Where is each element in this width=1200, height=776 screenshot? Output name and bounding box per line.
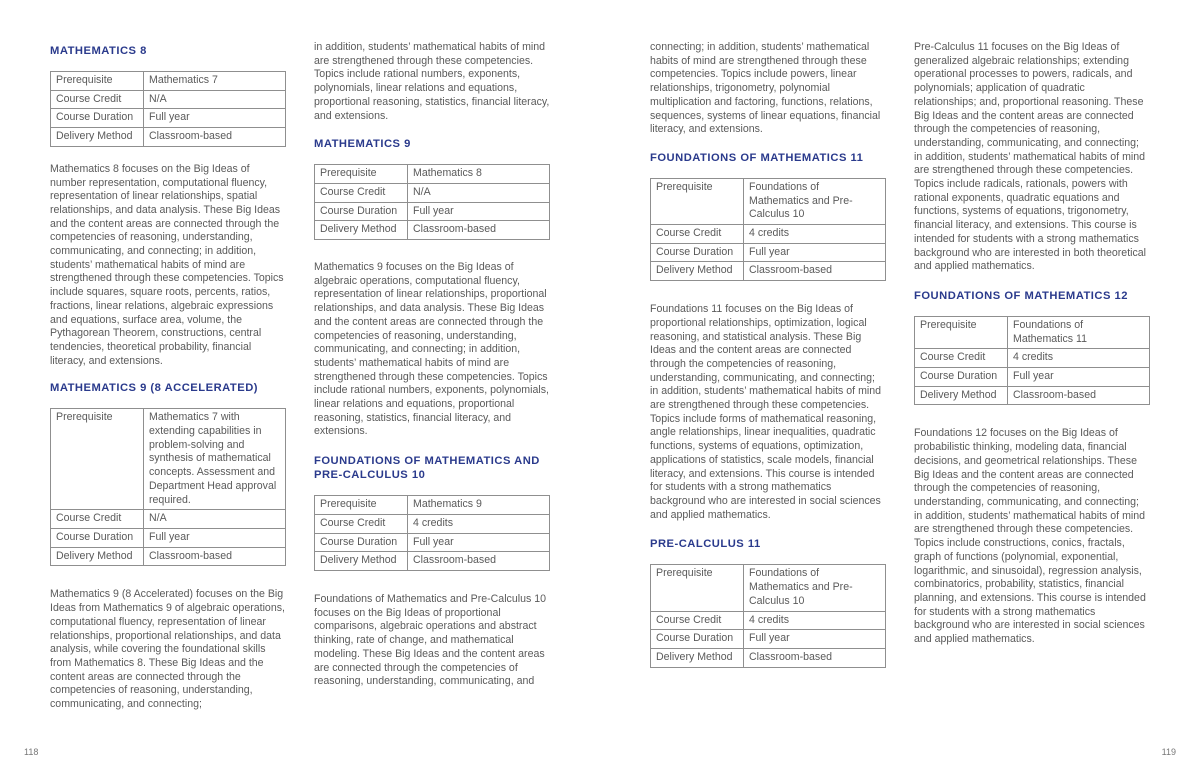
info-value: Classroom-based bbox=[408, 221, 550, 240]
info-value: Mathematics 8 bbox=[408, 165, 550, 184]
fmpc10-description: Foundations of Mathematics and Pre-Calculus 10 focuses on the Big Ideas of proportional comparisons, algebraic operations and abstract thinking, rate of change, and mathematical modeling. These Big Ideas and the content areas are connected through the competencies of reasoning, understanding, communicating, and bbox=[314, 592, 547, 688]
math8-description: Mathematics 8 focuses on the Big Ideas of number representation, computational fluency, representation of linear relationships, spatial relationships, and data analysis. These Big Ideas and the content areas are connected through the competencies of reasoning, understanding, communicating, and connecting; in addition, students’ mathematical habits of mind are strengthened through these competencies. Topics include squares, square roots, percents, ratios, fractions, linear relations, algebraic expressions and equations, surface area, volume, the Pythagorean Theorem, constructions, central tendencies, theoretical probability, financial literacy, and extensions. bbox=[50, 162, 284, 367]
fm12-description: Foundations 12 focuses on the Big Ideas of probabilistic thinking, modeling data, financial decisions, and geometrical relationships. These Big Ideas and the content areas are connected through the competencies of reasoning, understanding, communicating, and connecting; in addition, students’ mathematical habits of mind are strengthened through these competencies. Topics include constructions, conics, fractals, graph of functions (polynomial, exponential, logarithmic, and sinusoidal), regression analysis, combinatorics, probability, statistics, financial planning, and extensions. This course is intended for students with a strong mathematics background who are interested in social sciences and applied mathematics. bbox=[914, 427, 1146, 646]
info-label: Delivery Method bbox=[51, 128, 144, 147]
info-value: 4 credits bbox=[408, 514, 550, 533]
info-value: Classroom-based bbox=[144, 547, 286, 566]
page-number-left: 118 bbox=[24, 747, 39, 757]
info-label: Course Credit bbox=[915, 349, 1008, 368]
column-1 bbox=[50, 44, 286, 712]
info-value: N/A bbox=[408, 183, 550, 202]
info-value: Classroom-based bbox=[744, 262, 886, 281]
info-value: Classroom-based bbox=[144, 128, 286, 147]
info-label: Delivery Method bbox=[51, 547, 144, 566]
page-number-right: 119 bbox=[1161, 747, 1176, 757]
info-row bbox=[915, 368, 1150, 387]
info-row bbox=[915, 316, 1150, 348]
info-label: Course Credit bbox=[315, 514, 408, 533]
fmpc10-table bbox=[314, 495, 550, 571]
info-value: 4 credits bbox=[1008, 349, 1150, 368]
info-label: Prerequisite bbox=[651, 178, 744, 224]
info-value: N/A bbox=[144, 90, 286, 109]
info-label: Delivery Method bbox=[315, 221, 408, 240]
info-label: Course Duration bbox=[51, 109, 144, 128]
info-row bbox=[315, 183, 550, 202]
info-value: Foundations of Mathematics and Pre-Calculus 10 bbox=[744, 178, 886, 224]
info-label: Course Duration bbox=[915, 368, 1008, 387]
info-value: N/A bbox=[144, 510, 286, 529]
math9acc-table bbox=[50, 408, 286, 566]
info-row bbox=[315, 533, 550, 552]
fm11-title: FOUNDATIONS OF MATHEMATICS 11 bbox=[650, 151, 864, 164]
info-value: Full year bbox=[408, 202, 550, 221]
fm11-table bbox=[650, 178, 886, 281]
info-label: Delivery Method bbox=[315, 552, 408, 571]
info-row bbox=[915, 349, 1150, 368]
info-label: Delivery Method bbox=[915, 386, 1008, 405]
info-row bbox=[51, 409, 286, 510]
info-value: Foundations of Mathematics 11 bbox=[1008, 316, 1150, 348]
info-row bbox=[651, 630, 886, 649]
pc11-description: Pre-Calculus 11 focuses on the Big Ideas of generalized algebraic relationships; extending operational processes to powers, radicals, and polynomials; application of quadratic relationships; and, proportional reasoning. These Big Ideas and the content areas are connected through the competencies of reasoning, understanding, communicating, and connecting; in addition, students’ mathematical habits of mind are strengthened through these competencies. Topics include radicals, rationals, powers with rational exponents, quadratic equations and functions, systems of equations, trigonometry, financial literacy, and extensions. This course is intended for students with a strong mathematics background who are interested in both theoretical and applied mathematics. bbox=[914, 41, 1147, 273]
info-label: Course Duration bbox=[651, 630, 744, 649]
info-row bbox=[315, 202, 550, 221]
info-label: Course Duration bbox=[315, 533, 408, 552]
column-3 bbox=[650, 41, 886, 668]
info-label: Course Credit bbox=[51, 510, 144, 529]
column-2 bbox=[314, 41, 550, 689]
info-row bbox=[51, 90, 286, 109]
math9acc-description: Mathematics 9 (8 Accelerated) focuses on the Big Ideas from Mathematics 9 of algebraic operations, computational fluency, representation of linear relationships, proportional relationships, and data analysis, while covering the foundational skills from Mathematics 8. These Big Ideas and the content areas are connected through the competencies of reasoning, understanding, communicating, and connecting; bbox=[50, 588, 285, 711]
pc11-title: PRE-CALCULUS 11 bbox=[650, 538, 761, 551]
info-row bbox=[51, 72, 286, 91]
math9-title: MATHEMATICS 9 bbox=[314, 138, 411, 151]
info-value: Classroom-based bbox=[744, 648, 886, 667]
info-label: Course Duration bbox=[651, 243, 744, 262]
info-row bbox=[51, 109, 286, 128]
info-value: 4 credits bbox=[744, 611, 886, 630]
info-value: 4 credits bbox=[744, 225, 886, 244]
info-value: Mathematics 7 bbox=[144, 72, 286, 91]
info-value: Classroom-based bbox=[1008, 386, 1150, 405]
math8-table bbox=[50, 71, 286, 147]
info-value: Full year bbox=[408, 533, 550, 552]
math9-table bbox=[314, 164, 550, 240]
fm12-title: FOUNDATIONS OF MATHEMATICS 12 bbox=[914, 289, 1129, 302]
info-row bbox=[315, 552, 550, 571]
info-row bbox=[651, 225, 886, 244]
info-label: Prerequisite bbox=[651, 565, 744, 611]
info-row bbox=[315, 165, 550, 184]
info-value: Full year bbox=[744, 630, 886, 649]
info-row bbox=[651, 178, 886, 224]
info-label: Prerequisite bbox=[51, 409, 144, 510]
info-value: Full year bbox=[1008, 368, 1150, 387]
info-row bbox=[51, 528, 286, 547]
math9-description: Mathematics 9 focuses on the Big Ideas of algebraic operations, computational fluency, representation of linear relationships, proportional relationships, and data analysis. These Big Ideas and the content areas are connected through the competencies of reasoning, understanding, communicating, and connecting; in addition, students’ mathematical habits of mind are strengthened through these competencies. Topics include rational numbers, exponents, polynomials, linear relations and equations, proportional reasoning, statistics, financial literacy, and extensions. bbox=[314, 261, 549, 438]
pc11-table bbox=[650, 564, 886, 667]
fmpc10-title: FOUNDATIONS OF MATHEMATICS AND PRE-CALCULUS 10 bbox=[314, 455, 540, 482]
info-value: Full year bbox=[744, 243, 886, 262]
info-row bbox=[651, 565, 886, 611]
info-row bbox=[315, 514, 550, 533]
column-4 bbox=[914, 41, 1150, 647]
info-label: Course Credit bbox=[651, 611, 744, 630]
info-value: Mathematics 7 with extending capabilities in problem-solving and synthesis of mathematical concepts. Assessment and Department Head approval required. bbox=[144, 409, 286, 510]
info-row bbox=[651, 648, 886, 667]
math9acc-description-continued: in addition, students’ mathematical habits of mind are strengthened through these competencies. Topics include rational numbers, exponents, polynomials, linear relations and equations, proportional reasoning, statistics, financial literacy, and extensions. bbox=[314, 41, 550, 122]
info-label: Prerequisite bbox=[315, 165, 408, 184]
info-row bbox=[651, 262, 886, 281]
info-label: Prerequisite bbox=[315, 496, 408, 515]
info-label: Course Credit bbox=[651, 225, 744, 244]
fm12-table bbox=[914, 316, 1150, 406]
info-row bbox=[51, 128, 286, 147]
math8-title: MATHEMATICS 8 bbox=[50, 45, 147, 57]
info-row bbox=[51, 547, 286, 566]
info-row bbox=[51, 510, 286, 529]
info-label: Delivery Method bbox=[651, 262, 744, 281]
fm11-description: Foundations 11 focuses on the Big Ideas of proportional relationships, optimization, logical reasoning, and statistical analysis. These Big Ideas and the content areas are connected through the competencies of reasoning, understanding, communicating, and connecting; in addition, students’ mathematical habits of mind are strengthened through these competencies. Topics include forms of mathematical reasoning, angle relationships, linear inequalities, quadratic functions, systems of equations, optimization, applications of statistics, scale models, financial literacy, and extensions. This course is intended for students with a strong mathematics background who are interested in social sciences and applied mathematics. bbox=[650, 303, 882, 521]
info-label: Delivery Method bbox=[651, 648, 744, 667]
info-value: Foundations of Mathematics and Pre-Calculus 10 bbox=[744, 565, 886, 611]
fmpc10-description-continued: connecting; in addition, students’ mathematical habits of mind are strengthened through these competencies. Topics include powers, linear relationships, trigonometry, polynomial multiplication and factoring, functions, relations, sequences, systems of linear equations, financial literacy, and extensions. bbox=[650, 41, 881, 136]
info-label: Course Credit bbox=[315, 183, 408, 202]
info-row bbox=[315, 496, 550, 515]
info-value: Full year bbox=[144, 109, 286, 128]
info-row bbox=[915, 386, 1150, 405]
info-value: Full year bbox=[144, 528, 286, 547]
info-label: Course Credit bbox=[51, 90, 144, 109]
info-value: Classroom-based bbox=[408, 552, 550, 571]
info-label: Prerequisite bbox=[915, 316, 1008, 348]
info-label: Course Duration bbox=[51, 528, 144, 547]
info-value: Mathematics 9 bbox=[408, 496, 550, 515]
info-row bbox=[651, 611, 886, 630]
math9acc-title: MATHEMATICS 9 (8 ACCELERATED) bbox=[50, 382, 258, 395]
info-row bbox=[315, 221, 550, 240]
info-label: Prerequisite bbox=[51, 72, 144, 91]
info-row bbox=[651, 243, 886, 262]
info-label: Course Duration bbox=[315, 202, 408, 221]
